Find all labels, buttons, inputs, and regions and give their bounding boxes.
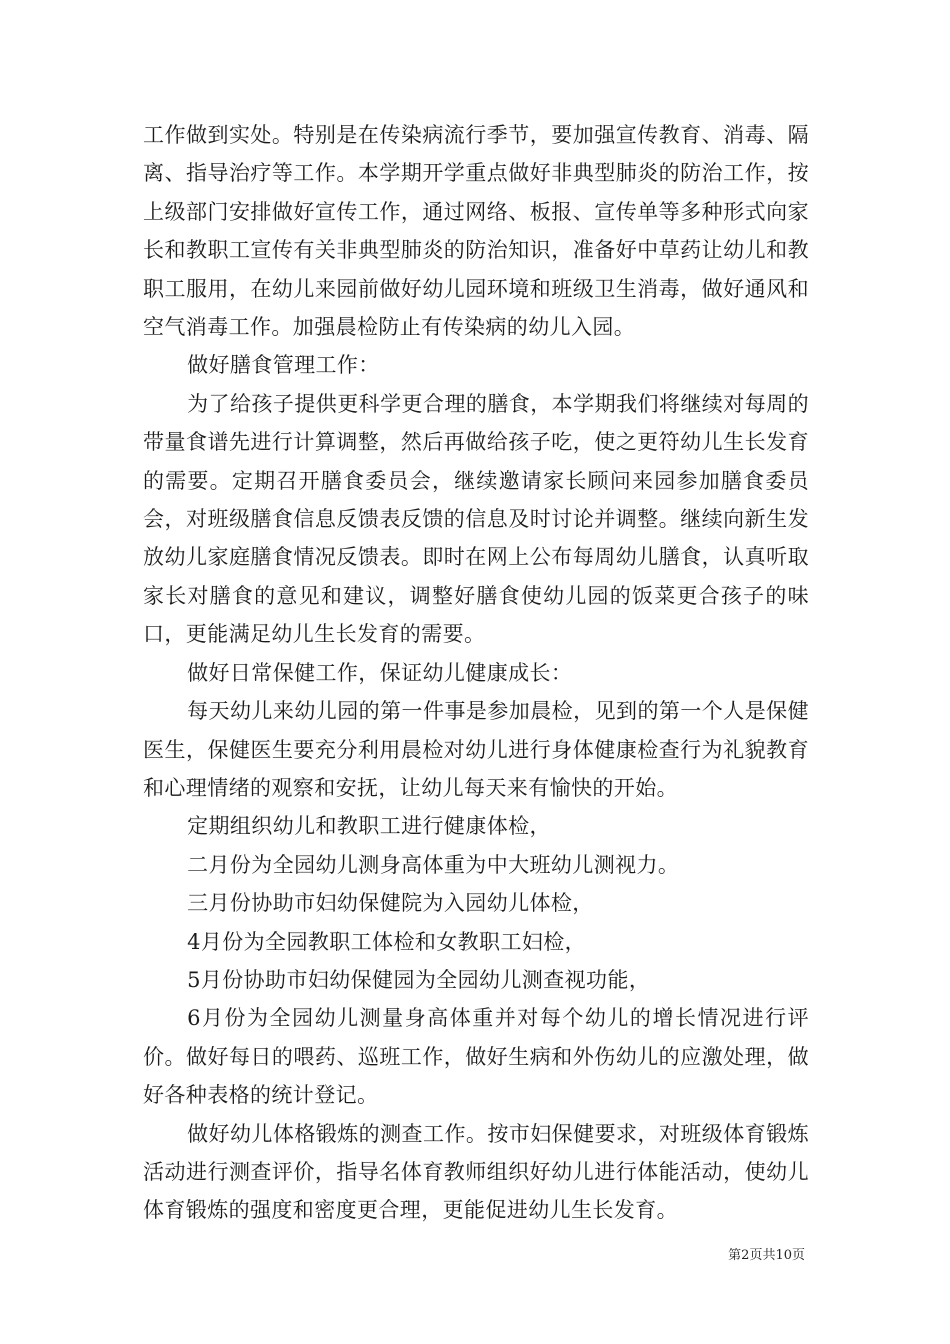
paragraph-regular-checkup: 定期组织幼儿和教职工进行健康体检， — [187, 814, 551, 839]
page-number-footer: 第2页共10页 — [728, 1248, 805, 1263]
paragraph-morning-check: 每天幼儿来幼儿园的第一件事是参加晨检，见到的第一个人是保健医生，保健医生要充分利用晨检对幼儿进行身体健康检查行为礼貌教育和心理情绪的观察和安抚，让幼儿每天来有愉快的开始。 — [143, 699, 809, 800]
list-item-june: 6月份为全园幼儿测量身高体重并对每个幼儿的增长情况进行评价。做好每日的喂药、巡班工作，做好生病和外伤幼儿的应激处理，做好各种表格的统计登记。 — [143, 1006, 809, 1108]
list-item-may: 5月份协助市妇幼保健园为全园幼儿测查视功能， — [187, 967, 651, 992]
heading-daily-health-care: 做好日常保健工作，保证幼儿健康成长： — [187, 660, 573, 685]
document-body — [143, 116, 809, 1230]
list-item-april: 4月份为全园教职工体检和女教职工妇检， — [187, 929, 587, 954]
paragraph-meal-management: 为了给孩子提供更科学更合理的膳食，本学期我们将继续对每周的带量食谱先进行计算调整，然后再做给孩子吃，使之更符幼儿生长发育的需要。定期召开膳食委员会，继续邀请家长顾问来园参加膳食委员会，对班级膳食信息反馈表反馈的信息及时讨论并调整。继续向新生发放幼儿家庭膳食情况反馈表。即时在网上公布每周幼儿膳食，认真听取家长对膳食的意见和建议，调整好膳食使幼儿园的饭菜更合孩子的味口，更能满足幼儿生长发育的需要。 — [143, 391, 809, 647]
list-item-march: 三月份协助市妇幼保健院为入园幼儿体检， — [187, 891, 594, 916]
paragraph-hygiene-continued: 工作做到实处。特别是在传染病流行季节，要加强宣传教育、消毒、隔离、指导治疗等工作。本学期开学重点做好非典型肺炎的防治工作，按上级部门安排做好宣传工作，通过网络、板报、宣传单等多种形式向家长和教职工宣传有关非典型肺炎的防治知识，准备好中草药让幼儿和教职工服用，在幼儿来园前做好幼儿园环境和班级卫生消毒，做好通风和空气消毒工作。加强晨检防止有传染病的幼儿入园。 — [143, 123, 809, 340]
heading-meal-management: 做好膳食管理工作： — [187, 353, 380, 378]
paragraph-physical-exercise: 做好幼儿体格锻炼的测查工作。按市妇保健要求，对班级体育锻炼活动进行测查评价，指导名体育教师组织好幼儿进行体能活动，使幼儿体育锻炼的强度和密度更合理，更能促进幼儿生长发育。 — [143, 1121, 809, 1223]
list-item-february: 二月份为全园幼儿测身高体重为中大班幼儿测视力。 — [187, 852, 680, 877]
